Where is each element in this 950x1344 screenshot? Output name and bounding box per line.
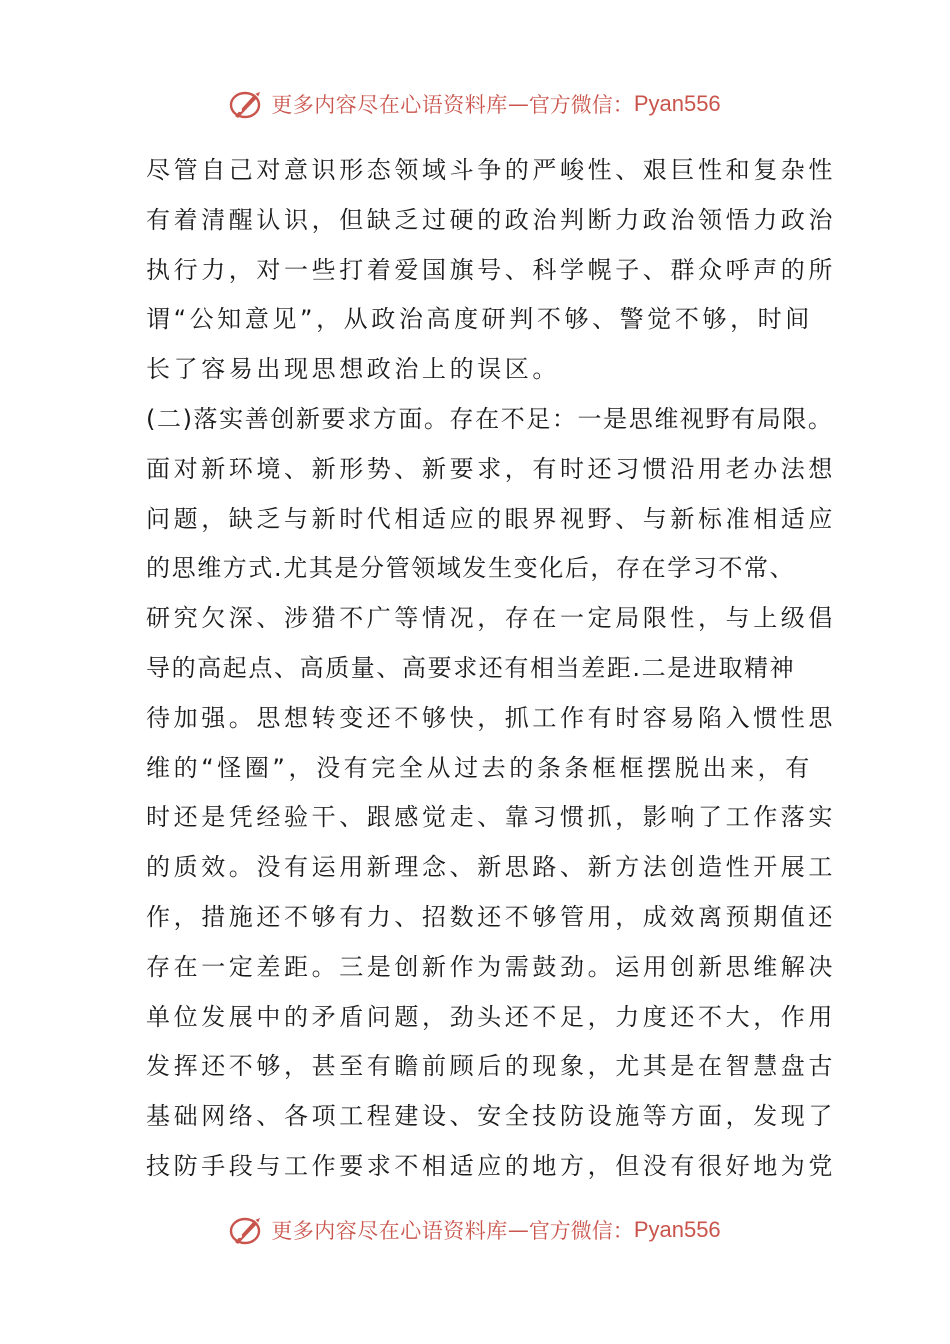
header-watermark-banner — [0, 84, 950, 124]
text-line: 尽管自己对意识形态领域斗争的严峻性、艰巨性和复杂性 — [146, 156, 836, 184]
pen-logo-icon — [229, 86, 265, 122]
text-line: 基础网络、各项工程建设、安全技防设施等方面，发现了 — [146, 1102, 836, 1131]
text-line: 待加强。思想转变还不够快，抓工作有时容易陷入惯性思 — [146, 703, 836, 732]
text-line: 有着清醒认识，但缺乏过硬的政治判断力政治领悟力政治 — [146, 205, 836, 234]
text-line: 作，措施还不够有力、招数还不够管用，成效离预期值还 — [146, 902, 836, 931]
text-line: 的思维方式.尤其是分管领域发生变化后，存在学习不常、 — [146, 554, 796, 583]
banner-wechat-id: Pyan556 — [633, 91, 721, 116]
text-line: 发挥还不够，甚至有瞻前顾后的现象，尤其是在智慧盘古 — [146, 1052, 836, 1081]
text-line: 导的高起点、高质量、高要求还有相当差距.二是进取精神 — [146, 653, 796, 682]
text-line: 的质效。没有运用新理念、新思路、新方法创造性开展工 — [146, 853, 836, 882]
banner-site-text: 更多内容尽在心语资料库 — [271, 93, 508, 117]
section-heading-line: (二)落实善创新要求方面。存在不足：一是思维视野有局限。 — [146, 404, 834, 433]
text-line: 时还是凭经验干、跟感觉走、靠习惯抓，影响了工作落实 — [146, 803, 836, 832]
text-line: 面对新环境、新形势、新要求，有时还习惯沿用老办法想 — [146, 454, 836, 483]
pen-logo-icon — [229, 1212, 265, 1248]
banner-wechat-label: 官方微信： — [528, 1219, 634, 1243]
footer-watermark-banner — [0, 1210, 950, 1250]
text-line: 维的“怪圈”，没有完全从过去的条条框框摆脱出来，有 — [146, 753, 813, 782]
text-line: 执行力，对一些打着爱国旗号、科学幌子、群众呼声的所 — [146, 255, 836, 284]
text-line: 谓“公知意见”，从政治高度研判不够、警觉不够，时间 — [146, 305, 813, 334]
text-line: 存在一定差距。三是创新作为需鼓劲。运用创新思维解决 — [146, 952, 836, 981]
text-line: 技防手段与工作要求不相适应的地方，但没有很好地为党 — [146, 1151, 836, 1180]
banner-wechat-id: Pyan556 — [633, 1217, 721, 1242]
banner-dash: — — [507, 92, 529, 116]
document-body — [146, 146, 846, 1192]
text-line: 长了容易出现思想政治上的误区。 — [146, 355, 560, 384]
text-line: 单位发展中的矛盾问题，劲头还不足，力度还不大，作用 — [146, 1002, 836, 1031]
banner-wechat-label: 官方微信： — [528, 93, 634, 117]
text-line: 问题，缺乏与新时代相适应的眼界视野、与新标准相适应 — [146, 504, 836, 533]
banner-dash: — — [507, 1218, 529, 1242]
text-line: 研究欠深、涉猎不广等情况，存在一定局限性，与上级倡 — [146, 604, 836, 633]
banner-site-text: 更多内容尽在心语资料库 — [271, 1219, 508, 1243]
